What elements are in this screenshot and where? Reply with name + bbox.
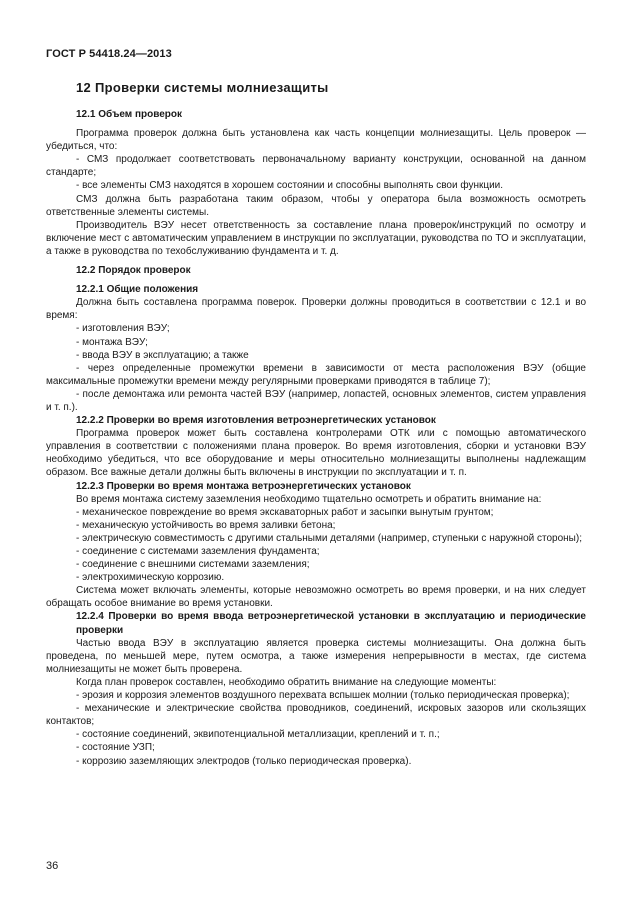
list-item: - монтажа ВЭУ; [76,336,148,348]
paragraph: Программа проверок может быть составлена контролерами ОТК или с помощью автоматического управления в соответствии с положениями плана проверок. Во время изготовления, сборки и установки ВЭУ необходимо убедиться, что все оборудование и меры относительно молниезащиты выполнены надлежащим образом. Все важные детали должны быть включены в инструкции по эксплуатации и т. п. [46,428,586,479]
list-item: - механическое повреждение во время экскаваторных работ и засыпки вынутым грунтом; [76,506,494,518]
document-body [46,108,586,768]
list-item: - эрозия и коррозия элементов воздушного перехвата вспышек молнии (только периодическая проверка); [76,690,570,702]
page-number: 36 [46,860,59,872]
list-item: - все элементы СМЗ находятся в хорошем состоянии и способны выполнять свои функции. [76,180,504,192]
section-title: 12 Проверки системы молниезащиты [76,80,329,95]
list-item: - через определенные промежутки времени в зависимости от места расположения ВЭУ (общие максимальные промежутки времени между регулярными проверками приводятся в таблице 7); [46,362,586,387]
subsection-heading-12-2-2: 12.2.2 Проверки во время изготовления ветроэнергетических установок [76,415,436,427]
paragraph: Частью ввода ВЭУ в эксплуатацию является проверка системы молниезащиты. Она должна быть проведена, по меньшей мере, путем осмотра, а также измерения непрерывности в местах, где система молниезащиты не может быть проверена. [46,637,586,675]
list-item: - СМЗ продолжает соответствовать первоначальному варианту конструкции, основанной на данном стандарте; [46,154,586,179]
paragraph: Производитель ВЭУ несет ответственность за составление плана проверок/инструкций по осмотру и включение мест с автоматическим управлением в инструкции по эксплуатации, руководства по ТО и эксплуатации, а также в руководства по техобслуживанию фундамента и т. д. [46,219,586,257]
list-item: - состояние УЗП; [76,742,155,754]
subsection-heading-12-2-1: 12.2.1 Общие положения [76,284,199,296]
list-item: - соединение с внешними системами заземления; [76,559,310,571]
subsection-heading-12-2-3: 12.2.3 Проверки во время монтажа ветроэнергетических установок [76,480,411,492]
list-item: - электрическую совместимость с другими стальными деталями (например, ступеньки с наружной стороны); [76,532,582,544]
paragraph: Когда план проверок составлен, необходимо обратить внимание на следующие моменты: [76,676,497,688]
subsection-heading-12-2-4: 12.2.4 Проверки во время ввода ветроэнергетической установки в эксплуатацию и периодические проверки [76,611,586,636]
paragraph: Программа проверок должна быть установлена как часть концепции молниезащиты. Цель проверок — убедиться, что: [46,128,586,153]
paragraph: Должна быть составлена программа поверок. Проверки должны проводиться в соответствии с 12.1 и во время: [46,297,586,322]
list-item: - ввода ВЭУ в эксплуатацию; а также [76,349,249,361]
subsection-heading-12-1: 12.1 Объем проверок [76,109,183,120]
list-item: - после демонтажа или ремонта частей ВЭУ (например, лопастей, основных элементов, систем управления и т. п.). [46,388,586,413]
paragraph: Система может включать элементы, которые невозможно осмотреть во время проверки, и на них следует обращать особое внимание во время установки. [46,585,586,610]
list-item: - механические и электрические свойства проводников, соединений, искровых зазоров или скользящих контактов; [46,703,586,728]
list-item: - коррозию заземляющих электродов (только периодическая проверка). [76,755,412,767]
subsection-heading-12-2: 12.2 Порядок проверок [76,265,191,277]
list-item: - состояние соединений, эквипотенциальной металлизации, креплений и т. п.; [76,729,440,741]
paragraph: СМЗ должна быть разработана таким образом, чтобы у оператора была возможность осмотреть ответственные элементы системы. [46,193,586,218]
list-item: - соединение с системами заземления фундамента; [76,546,320,557]
document-header: ГОСТ Р 54418.24—2013 [46,48,172,60]
list-item: - электрохимическую коррозию. [76,572,225,584]
list-item: - изготовления ВЭУ; [76,323,170,335]
paragraph: Во время монтажа систему заземления необходимо тщательно осмотреть и обратить внимание на: [76,493,542,505]
list-item: - механическую устойчивость во время заливки бетона; [76,519,336,531]
